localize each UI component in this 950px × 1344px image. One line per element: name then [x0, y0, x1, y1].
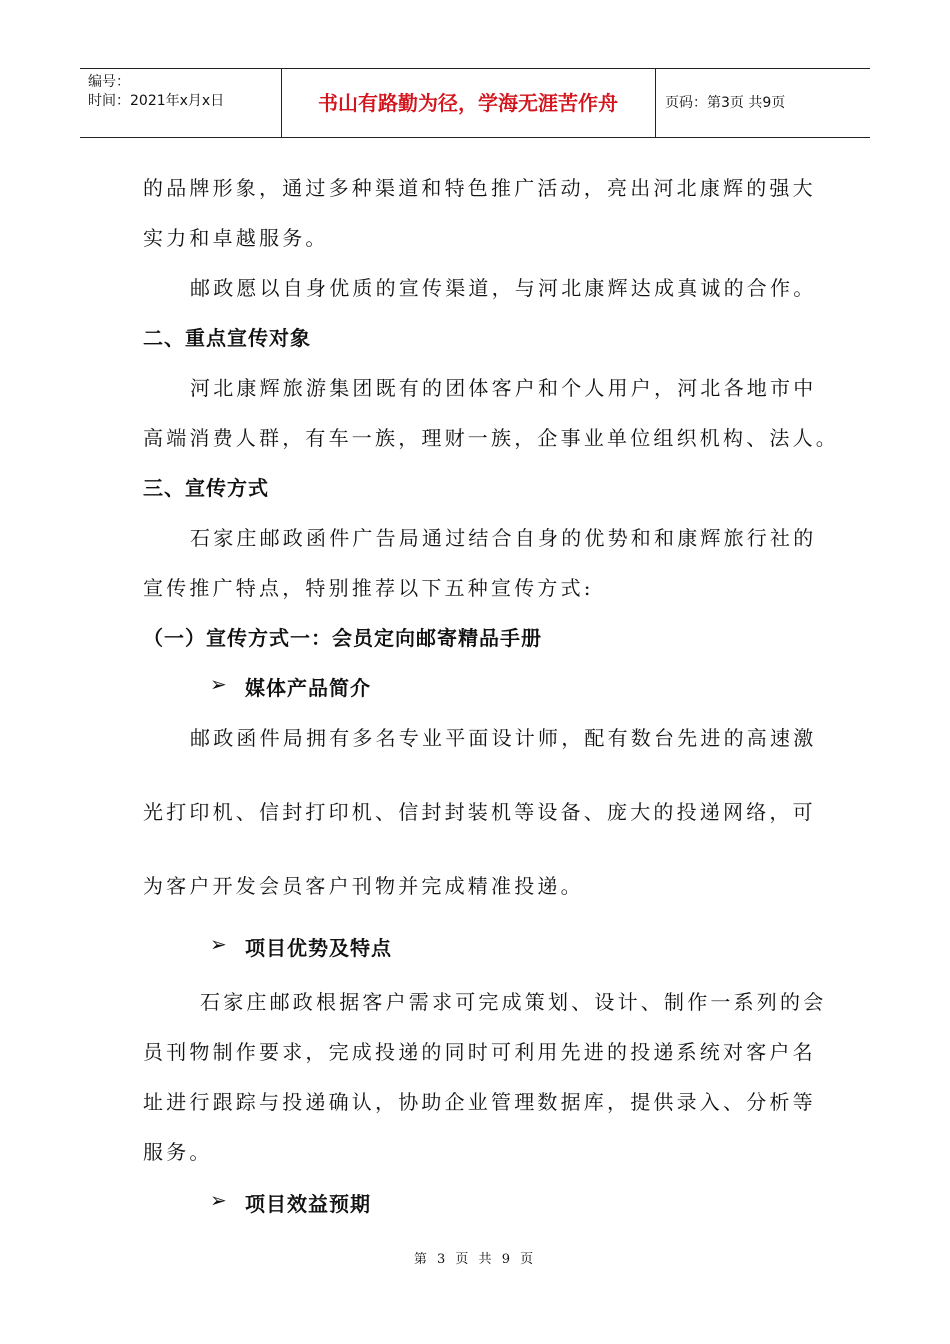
paragraph-line: 河北康辉旅游集团既有的团体客户和个人用户，河北各地市中: [190, 376, 817, 400]
arrow-bullet-icon: ➢: [210, 672, 227, 696]
paragraph-line: 石家庄邮政函件广告局通过结合自身的优势和和康辉旅行社的: [190, 526, 817, 550]
paragraph-line: 光打印机、信封打印机、信封封装机等设备、庞大的投递网络，可: [143, 800, 816, 824]
paragraph-line: 服务。: [143, 1140, 213, 1164]
section-heading: 三、宣传方式: [143, 476, 269, 500]
page-header: [80, 68, 870, 138]
bullet-heading: 媒体产品简介: [245, 676, 371, 700]
paragraph-line: 高端消费人群，有车一族，理财一族，企事业单位组织机构、法人。: [143, 426, 839, 450]
paragraph-line: 址进行跟踪与投递确认，协助企业管理数据库，提供录入、分析等: [143, 1090, 816, 1114]
arrow-bullet-icon: ➢: [210, 932, 227, 956]
header-number: 编号：: [88, 74, 130, 90]
bullet-heading: 项目效益预期: [245, 1192, 371, 1216]
paragraph-line: 员刊物制作要求，完成投递的同时可利用先进的投递系统对客户名: [143, 1040, 816, 1064]
header-page-info: 页码：第3页 共9页: [665, 95, 786, 111]
section-heading: 二、重点宣传对象: [143, 326, 311, 350]
paragraph-line: 宣传推广特点，特别推荐以下五种宣传方式:: [143, 576, 594, 600]
arrow-bullet-icon: ➢: [210, 1188, 227, 1212]
paragraph-line: 石家庄邮政根据客户需求可完成策划、设计、制作一系列的会: [200, 990, 827, 1014]
paragraph-line: 实力和卓越服务。: [143, 226, 329, 250]
paragraph-line: 邮政愿以自身优质的宣传渠道，与河北康辉达成真诚的合作。: [190, 276, 817, 300]
paragraph-line: 的品牌形象，通过多种渠道和特色推广活动，亮出河北康辉的强大: [143, 176, 816, 200]
paragraph-line: 为客户开发会员客户刊物并完成精准投递。: [143, 874, 584, 898]
subsection-heading: （一）宣传方式一：会员定向邮寄精品手册: [143, 626, 542, 650]
header-meta: [88, 73, 278, 111]
header-time: 时间：2021年x月x日: [88, 93, 225, 109]
bullet-heading: 项目优势及特点: [245, 936, 392, 960]
header-motto: 书山有路勤为径，学海无涯苦作舟: [318, 91, 618, 115]
page-footer: 第 3 页 共 9 页: [413, 1252, 537, 1267]
header-divider: [655, 69, 656, 137]
paragraph-line: 邮政函件局拥有多名专业平面设计师，配有数台先进的高速激: [190, 726, 817, 750]
